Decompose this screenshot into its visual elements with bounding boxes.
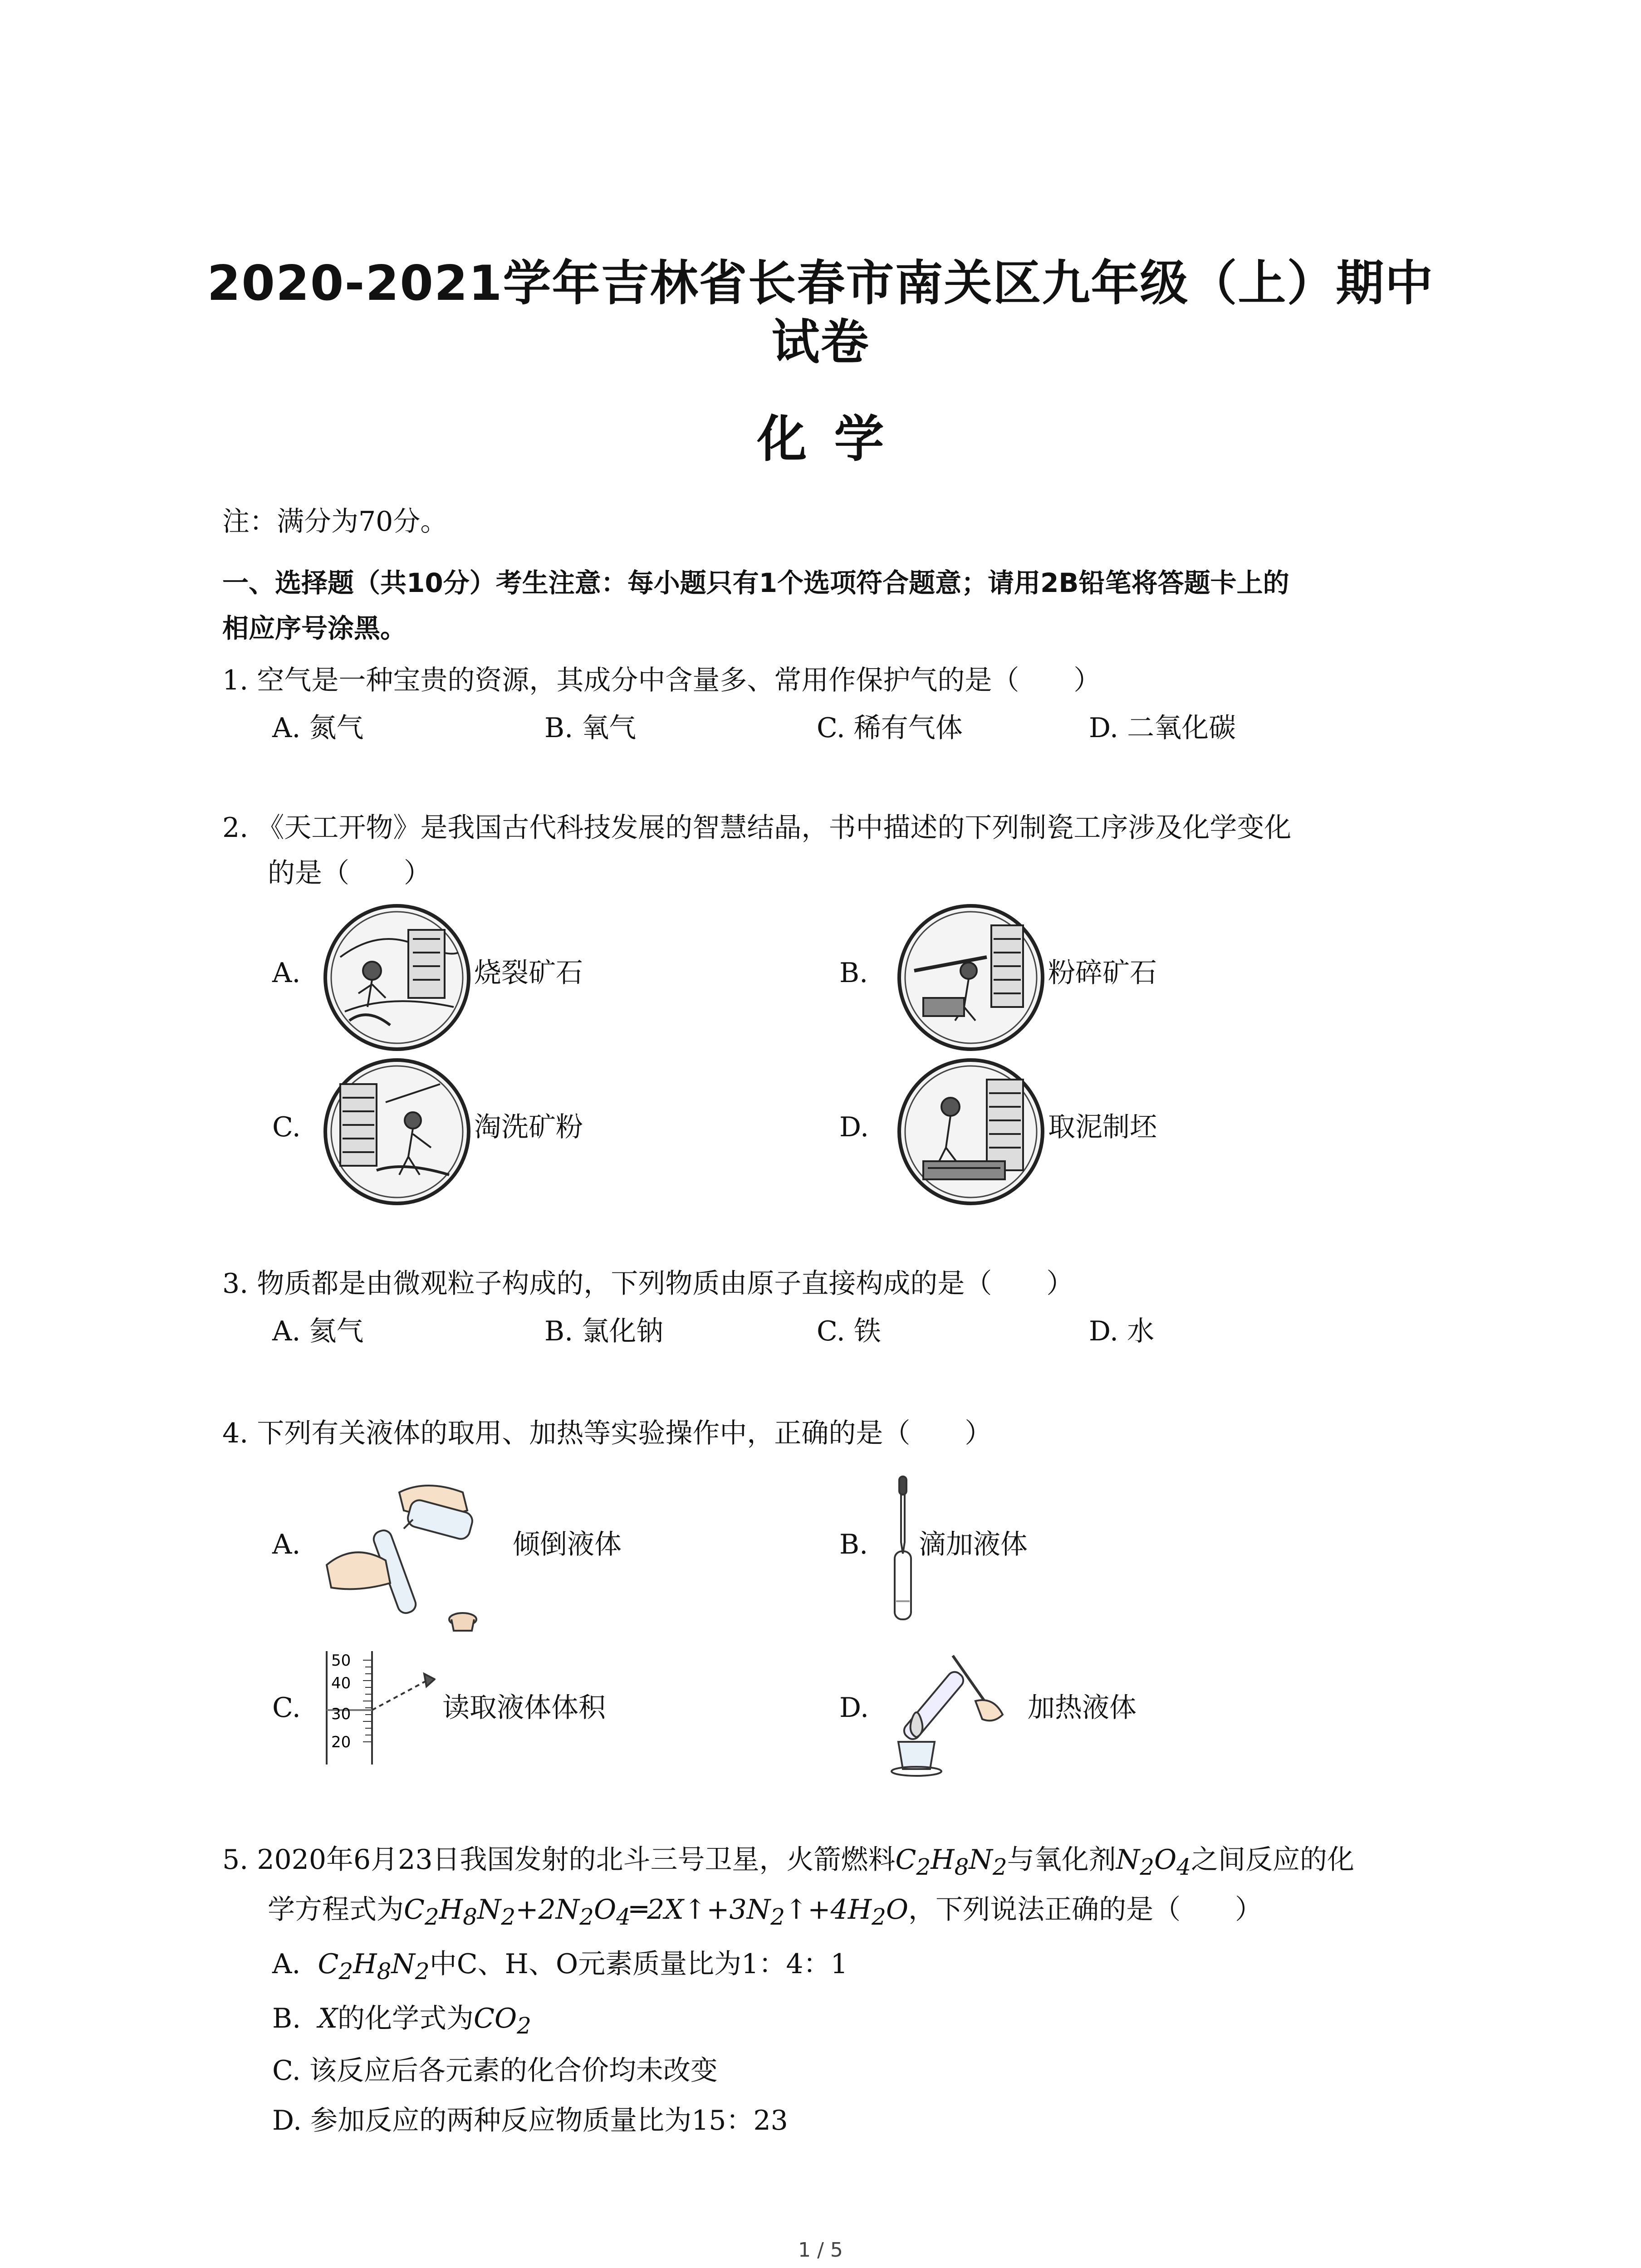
clay-shaping-illustration [896, 1057, 1046, 1207]
graduated-cylinder-illustration [318, 1647, 436, 1769]
q4-option-a-letter[interactable]: A. [272, 1529, 301, 1560]
score-note: 注：满分为70分。 [222, 506, 448, 538]
heating-liquid-illustration [885, 1647, 1025, 1778]
q2-option-c-letter[interactable]: C. [272, 1111, 301, 1143]
q4-stem: 4. 下列有关液体的取用、加热等实验操作中，正确的是（ ） [222, 1418, 992, 1449]
reaction-equation: $C_2H_8N_2+2N_2O_4═2X↑+3N_2↑+4H_2O$ [404, 1894, 909, 1930]
q5-stem-part-b: 与氧化剂 [1007, 1844, 1116, 1876]
q5-stem-line-2 [268, 1892, 1262, 1935]
washing-ore-powder-illustration [322, 1057, 472, 1207]
q3-stem: 3. 物质都是由微观粒子构成的，下列物质由原子直接构成的是（ ） [222, 1268, 1074, 1300]
q5-option-a-text: 中C、H、O元素质量比为1：4：1 [429, 1948, 848, 1980]
q1-stem: 1. 空气是一种宝贵的资源，其成分中含量多、常用作保护气的是（ ） [222, 665, 1101, 696]
title-line-2: 试卷 [771, 314, 870, 370]
q4-option-c-letter[interactable]: C. [272, 1692, 301, 1724]
q5-option-a[interactable]: A. $C_2H_8N_2$中C、H、O元素质量比为1：4：1 [272, 1948, 848, 1984]
q2-option-a-letter[interactable]: A. [272, 957, 301, 989]
option-b-formula: $CO_2$ [474, 2003, 531, 2039]
title-line-1: 2020-2021学年吉林省长春市南关区九年级（上）期中 [207, 255, 1434, 311]
q4-option-a-caption: 倾倒液体 [513, 1529, 622, 1560]
q2-option-b-caption: 粉碎矿石 [1048, 957, 1157, 989]
q2-option-d-caption: 取泥制坯 [1048, 1111, 1157, 1143]
q5-stem-line-1 [222, 1842, 1354, 1885]
q2-option-c-caption: 淘洗矿粉 [474, 1111, 583, 1143]
q4-option-d-caption: 加热液体 [1028, 1692, 1136, 1724]
q1-option-d[interactable]: D. 二氧化碳 [1089, 712, 1236, 744]
cylinder-tick-50: 50 [331, 1652, 351, 1670]
cylinder-tick-30: 30 [331, 1705, 351, 1723]
q4-option-b-caption: 滴加液体 [919, 1529, 1028, 1560]
roasting-ore-illustration [322, 903, 472, 1052]
option-b-x: X [318, 2003, 338, 2034]
q4-option-c-caption: 读取液体体积 [442, 1692, 606, 1724]
q5-stem-part-c: 之间反应的化 [1191, 1844, 1355, 1876]
cylinder-tick-40: 40 [331, 1674, 351, 1692]
pouring-liquid-illustration [318, 1474, 508, 1642]
page-title [0, 254, 1641, 372]
q4-option-b-letter[interactable]: B. [839, 1529, 868, 1560]
q2-option-d-letter[interactable]: D. [839, 1111, 869, 1143]
q2-option-a-caption: 烧裂矿石 [474, 957, 583, 989]
q1-option-b[interactable]: B. 氧气 [544, 712, 637, 744]
q5-option-b-text: 的化学式为 [338, 2003, 474, 2034]
section-header-line-2: 相应序号涂黑。 [222, 613, 407, 644]
q3-option-d[interactable]: D. 水 [1089, 1315, 1155, 1347]
page-number: 1 / 5 [798, 2239, 843, 2262]
crushing-ore-illustration [896, 903, 1046, 1052]
q4-option-d-letter[interactable]: D. [839, 1692, 869, 1724]
q3-option-c[interactable]: C. 铁 [817, 1315, 881, 1347]
q3-option-a[interactable]: A. 氦气 [272, 1315, 364, 1347]
q2-option-b-letter[interactable]: B. [839, 957, 868, 989]
subject-heading: 化学 [757, 410, 911, 468]
q3-option-b[interactable]: B. 氯化钠 [544, 1315, 664, 1347]
section-header-line-1: 一、选择题（共10分）考生注意：每小题只有1个选项符合题意；请用2B铅笔将答题卡上的 [222, 567, 1289, 598]
option-a-formula: $C_2H_8N_2$ [318, 1948, 430, 1984]
q5-stem-line2-b: ，下列说法正确的是（ ） [908, 1894, 1263, 1926]
q5-option-c[interactable]: C. 该反应后各元素的化合价均未改变 [272, 2055, 718, 2087]
q2-stem-line-2: 的是（ ） [268, 857, 431, 889]
dropper-illustration [885, 1474, 921, 1624]
q5-option-d[interactable]: D. 参加反应的两种反应物质量比为15：23 [272, 2105, 788, 2136]
q5-stem-line2-a: 学方程式为 [268, 1894, 404, 1926]
q5-option-b[interactable]: B. X的化学式为$CO_2$ [272, 2003, 531, 2039]
fuel-formula: $C_2H_8N_2$ [895, 1844, 1007, 1880]
cylinder-tick-20: 20 [331, 1733, 351, 1751]
oxidizer-formula: $N_2O_4$ [1116, 1844, 1191, 1880]
q2-stem-line-1: 2. 《天工开物》是我国古代科技发展的智慧结晶，书中描述的下列制瓷工序涉及化学变化 [222, 812, 1292, 844]
q5-stem-part-a: 5. 2020年6月23日我国发射的北斗三号卫星，火箭燃料 [222, 1844, 896, 1876]
q1-option-a[interactable]: A. 氮气 [272, 712, 364, 744]
q1-option-c[interactable]: C. 稀有气体 [817, 712, 963, 744]
